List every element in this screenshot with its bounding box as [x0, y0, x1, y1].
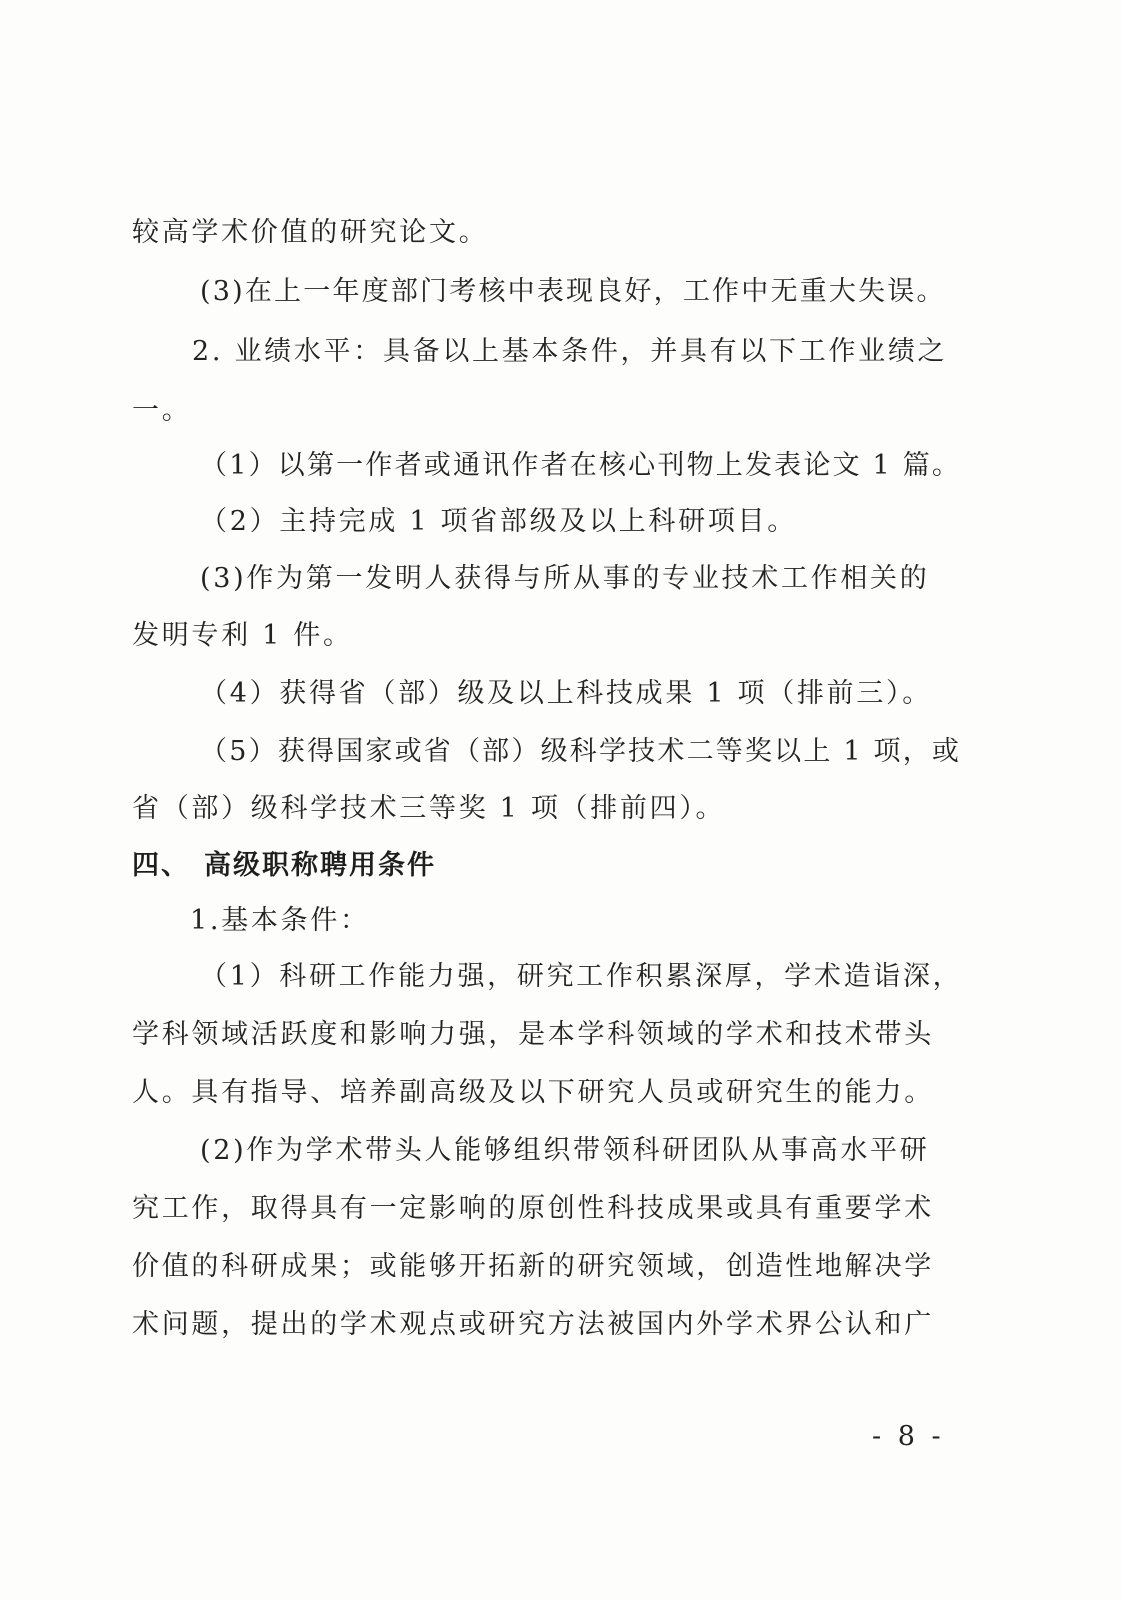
- text-line: （1）科研工作能力强，研究工作积累深厚，学术造诣深，: [200, 961, 963, 992]
- section-title: 高级职称聘用条件: [204, 850, 436, 881]
- text-line: 发明专利 1 件。: [132, 620, 353, 651]
- page-number: - 8 -: [872, 1421, 945, 1452]
- text-line: 人。具有指导、培养副高级及以下研究人员或研究生的能力。: [132, 1077, 934, 1108]
- text-line: 术问题，提出的学术观点或研究方法被国内外学术界公认和广: [132, 1309, 934, 1340]
- text-line: 省（部）级科学技术三等奖 1 项（排前四）。: [132, 793, 726, 824]
- section-heading: [132, 851, 436, 881]
- text-line: （2）主持完成 1 项省部级及以上科研项目。: [200, 506, 797, 537]
- text-line: 2. 业绩水平：具备以上基本条件，并具有以下工作业绩之: [192, 336, 948, 367]
- text-line: 一。: [132, 395, 192, 426]
- text-line: (2)作为学术带头人能够组织带领科研团队从事高水平研: [200, 1135, 930, 1166]
- text-line: 究工作，取得具有一定影响的原创性科技成果或具有重要学术: [132, 1193, 934, 1224]
- text-line: (3)在上一年度部门考核中表现良好，工作中无重大失误。: [200, 276, 946, 307]
- text-line: (3)作为第一发明人获得与所从事的专业技术工作相关的: [200, 563, 930, 594]
- text-line: 较高学术价值的研究论文。: [132, 217, 489, 248]
- text-line: 价值的科研成果；或能够开拓新的研究领域，创造性地解决学: [132, 1251, 934, 1282]
- text-line: （1）以第一作者或通讯作者在核心刊物上发表论文 1 篇。: [200, 450, 962, 481]
- subsection-title: 1.基本条件：: [190, 905, 370, 936]
- text-line: （4）获得省（部）级及以上科技成果 1 项（排前三）。: [200, 678, 932, 709]
- text-line: （5）获得国家或省（部）级科学技术二等奖以上 1 项，或: [200, 736, 962, 767]
- section-number: 四、: [132, 850, 190, 881]
- text-line: 学科领域活跃度和影响力强，是本学科领域的学术和技术带头: [132, 1019, 934, 1050]
